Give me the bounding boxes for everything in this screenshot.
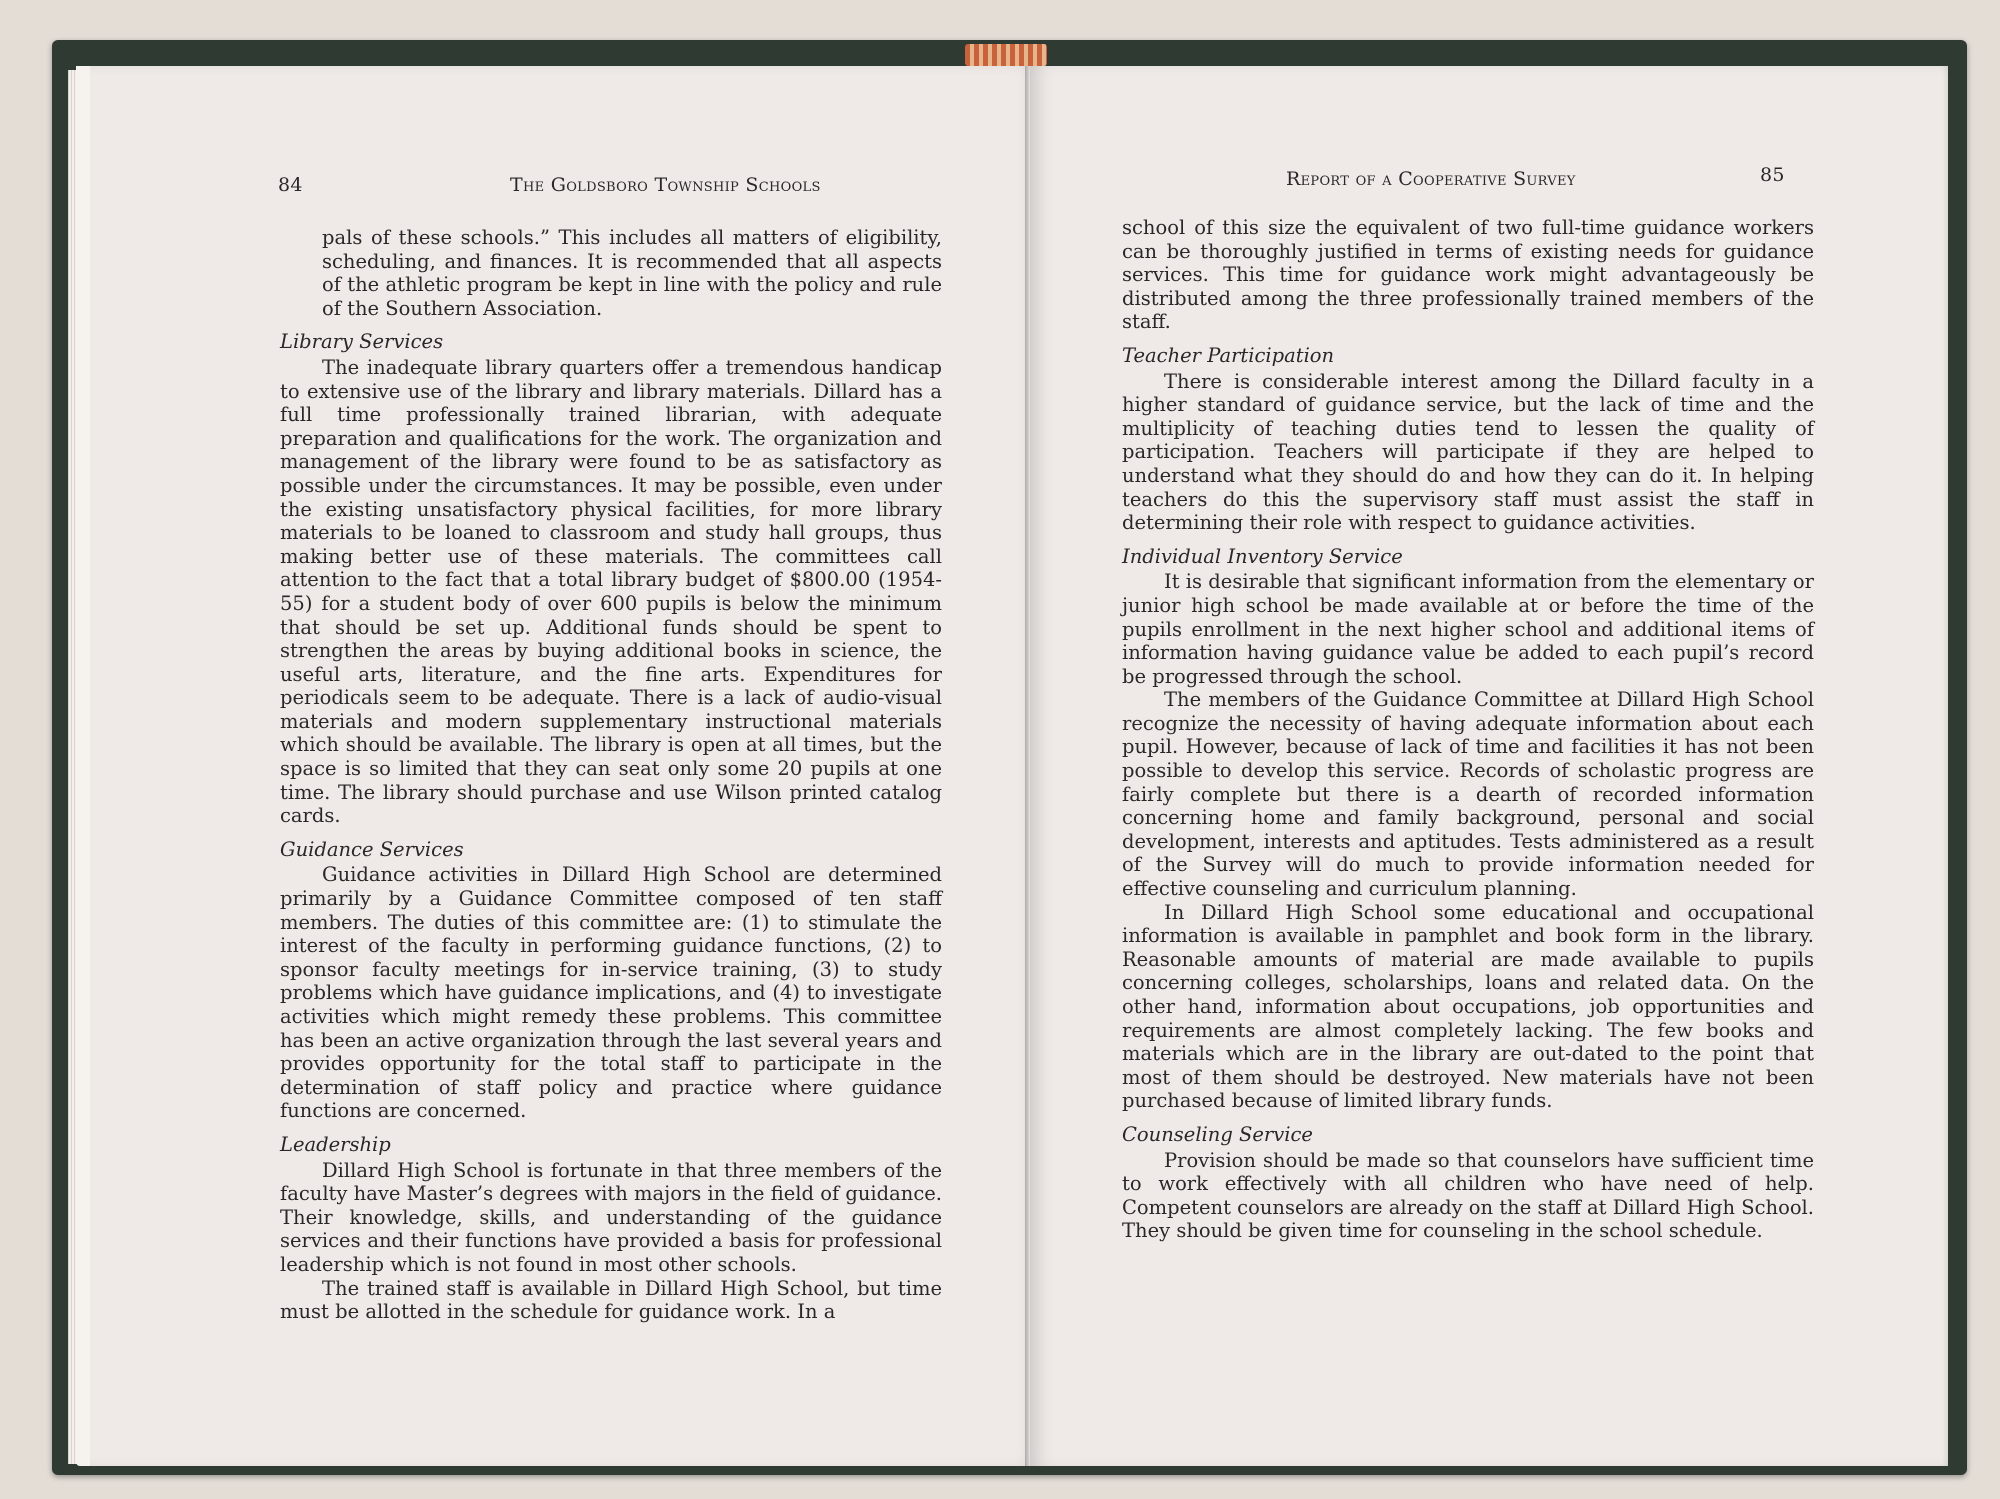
- section-heading-individual-inventory: Individual Inventory Service: [1122, 544, 1403, 568]
- book-gutter: [1025, 66, 1029, 1466]
- paragraph-library: The inadequate library quarters offer a tremendous handicap to extensive use of the library and library materials. Dillard has a full time professionally trained librarian, with adequate preparation and qualifications for the work. The organization and management of the library were found to be as satisfactory as possible under the circumstances. It may be possible, even under the existing unsatisfactory physical facilities, for more library materials to be loaned to classroom and study hall groups, thus making better use of these materials. The committees call attention to the fact that a total library budget of $800.00 (1954-55) for a student body of over 600 pupils is below the minimum that should be set up. Additional funds should be spent to strengthen the areas by buying additional books in science, the useful arts, literature, and the fine arts. Expenditures for periodicals seem to be adequate. There is a lack of audio-visual materials and modern supplementary instructional materials which should be available. The library is open at all times, but the space is so limited that they can seat only some 20 pupils at one time. The library should purchase and use Wilson printed catalog cards.: [280, 355, 942, 828]
- book-headband: [965, 44, 1047, 66]
- paragraph-leadership-1: Dillard High School is fortunate in that three members of the faculty have Master’s degrees with majors in the field of guidance. Their knowledge, skills, and understanding of the guidance services and their functions have provided a basis for professional leadership which is not found in most other schools.: [280, 1158, 942, 1276]
- right-running-head: Report of a Cooperative Survey: [1286, 168, 1576, 190]
- left-running-head: The Goldsboro Township Schools: [510, 174, 821, 196]
- paragraph-leadership-2: The trained staff is available in Dillard High School, but time must be allotted in the schedule for guidance work. In a: [280, 1276, 942, 1324]
- paragraph-teacher-participation: There is considerable interest among the Dillard faculty in a higher standard of guidance service, but the lack of time and the multiplicity of teaching duties tend to lessen the quality of participation. Teachers will participate if they are helped to understand what they should do and how they can do it. In helping teachers do this the supervisory staff must assist the staff in determining their role with respect to guidance activities.: [1122, 369, 1814, 535]
- paragraph-inventory-3: In Dillard High School some educational and occupational information is available in pamphlet and book form in the library. Reasonable amounts of material are made available to pupils concerning colleges, scholarships, loans and related data. On the other hand, information about occupations, job opportunities and requirements are almost completely lacking. The few books and materials which are in the library are out-dated to the point that most of them should be destroyed. New materials have not been purchased because of limited library funds.: [1122, 900, 1814, 1113]
- section-heading-teacher-participation: Teacher Participation: [1122, 343, 1335, 367]
- paragraph-inventory-1: It is desirable that significant information from the elementary or junior high school be made available at or before the time of the pupils enrollment in the next higher school and additional items of information having guidance value be added to each pupil’s record be progressed through the school.: [1122, 570, 1814, 688]
- paragraph-counseling: Provision should be made so that counselors have sufficient time to work effectively with all children who have need of help. Competent counselors are already on the staff at Dillard High School. They should be given time for counseling in the school schedule.: [1122, 1148, 1814, 1243]
- paragraph-guidance: Guidance activities in Dillard High School are determined primarily by a Guidance Committee composed of ten staff members. The duties of this committee are: (1) to stimulate the interest of the faculty in performing guidance functions, (2) to sponsor faculty meetings for in-service training, (3) to study problems which have guidance implications, and (4) to investigate activities which might remedy these problems. This committee has been an active organization through the last several years and provides opportunity for the total staff to participate in the determination of staff policy and practice where guidance functions are concerned.: [280, 863, 942, 1123]
- left-opening-paragraph: pals of these schools.” This includes all matters of eligibility, scheduling, and finances. It is recommended that all aspects of the athletic program be kept in line with the policy and rule of the Southern Association.: [322, 226, 942, 320]
- section-heading-leadership: Leadership: [280, 1132, 391, 1156]
- right-text-block: [1122, 216, 1814, 1243]
- left-page: [76, 66, 1040, 1466]
- paragraph-inventory-2: The members of the Guidance Committee at Dillard High School recognize the necessity of having adequate information about each pupil. However, because of lack of time and facilities it has not been possible to develop this service. Records of scholastic progress are fairly complete but there is a dearth of recorded information concerning home and family background, personal and social development, interests and aptitudes. Tests administered as a result of the Survey will do much to provide information needed for effective counseling and curriculum planning.: [1122, 688, 1814, 901]
- left-page-number: 84: [278, 174, 303, 196]
- section-heading-counseling: Counseling Service: [1122, 1122, 1313, 1146]
- section-heading-guidance: Guidance Services: [280, 837, 464, 861]
- right-page: [1030, 66, 1948, 1466]
- right-page-number: 85: [1760, 164, 1785, 186]
- left-text-block: [280, 226, 942, 1324]
- section-heading-library: Library Services: [280, 330, 444, 354]
- right-opening-paragraph: school of this size the equivalent of two full-time guidance workers can be thoroughly justified in terms of existing needs for guidance services. This time for guidance work might advantageously be distributed among the three professionally trained members of the staff.: [1122, 216, 1814, 334]
